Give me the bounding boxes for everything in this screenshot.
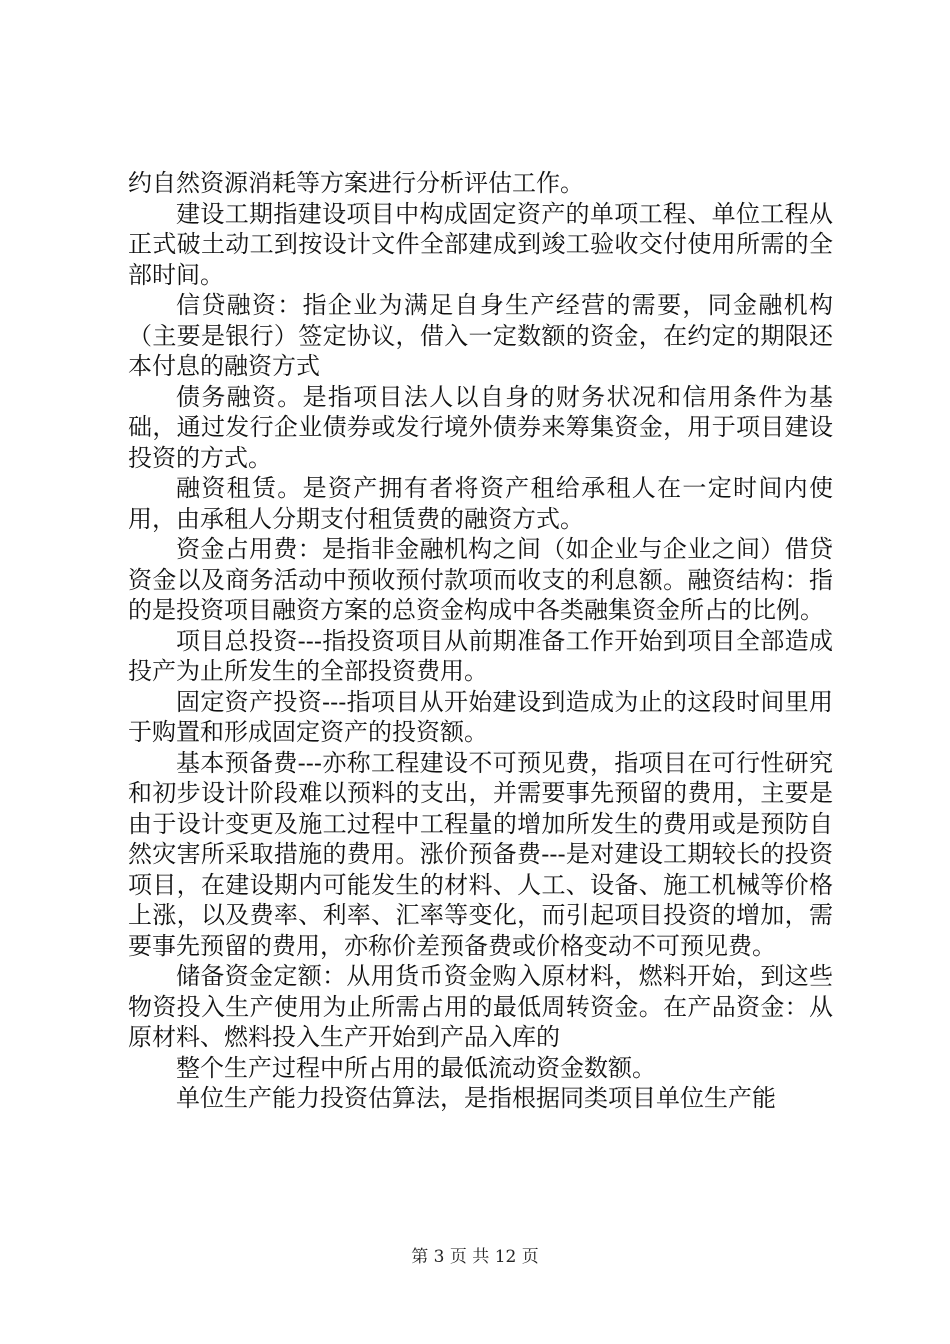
paragraph-4: 债务融资。是指项目法人以自身的财务状况和信用条件为基础，通过发行企业债券或发行境外债券来筹集资金，用于项目建设投资的方式。 <box>128 382 833 472</box>
paragraph-6: 资金占用费：是指非金融机构之间（如企业与企业之间）借贷资金以及商务活动中预收预付款项而收支的利息额。融资结构：指的是投资项目融资方案的总资金构成中各类融集资金所占的比例。 <box>128 535 833 624</box>
paragraph-2: 建设工期指建设项目中构成固定资产的单项工程、单位工程从正式破土动工到按设计文件全部建成到竣工验收交付使用所需的全部时间。 <box>128 199 833 289</box>
paragraph-5: 融资租赁。是资产拥有者将资产租给承租人在一定时间内使用，由承租人分期支付租赁费的融资方式。 <box>128 474 833 533</box>
paragraph-1: 约自然资源消耗等方案进行分析评估工作。 <box>128 169 584 197</box>
paragraph-10: 储备资金定额：从用货币资金购入原材料，燃料开始，到这些物资投入生产使用为止所需占用的最低周转资金。在产品资金：从原材料、燃料投入生产开始到产品入库的 <box>128 962 833 1051</box>
page-footer <box>0 1242 950 1267</box>
paragraph-9: 基本预备费---亦称工程建设不可预见费，指项目在可行性研究和初步设计阶段难以预料的支出，并需要事先预留的费用，主要是由于设计变更及施工过程中工程量的增加所发生的费用或是预防自然灾害所采取措施的费用。涨价预备费---是对建设工期较长的投资项目，在建设期内可能发生的材料、人工、设备、施工机械等价格上涨，以及费率、利率、汇率等变化，而引起项目投资的增加，需要事先预留的费用，亦称价差预备费或价格变动不可预见费。 <box>128 748 833 960</box>
paragraph-7: 项目总投资---指投资项目从前期准备工作开始到项目全部造成投产为止所发生的全部投资费用。 <box>128 626 833 685</box>
paragraph-11: 整个生产过程中所占用的最低流动资金数额。 <box>176 1053 656 1082</box>
paragraph-12: 单位生产能力投资估算法，是指根据同类项目单位生产能 <box>176 1084 776 1112</box>
document-body <box>128 168 833 1114</box>
page-number: 第 3 页 共 12 页 <box>411 1247 539 1267</box>
paragraph-8: 固定资产投资---指项目从开始建设到造成为止的这段时间里用于购置和形成固定资产的投资额。 <box>128 687 833 746</box>
paragraph-3: 信贷融资：指企业为满足自身生产经营的需要，同金融机构（主要是银行）签定协议，借入一定数额的资金，在约定的期限还本付息的融资方式 <box>128 291 833 380</box>
